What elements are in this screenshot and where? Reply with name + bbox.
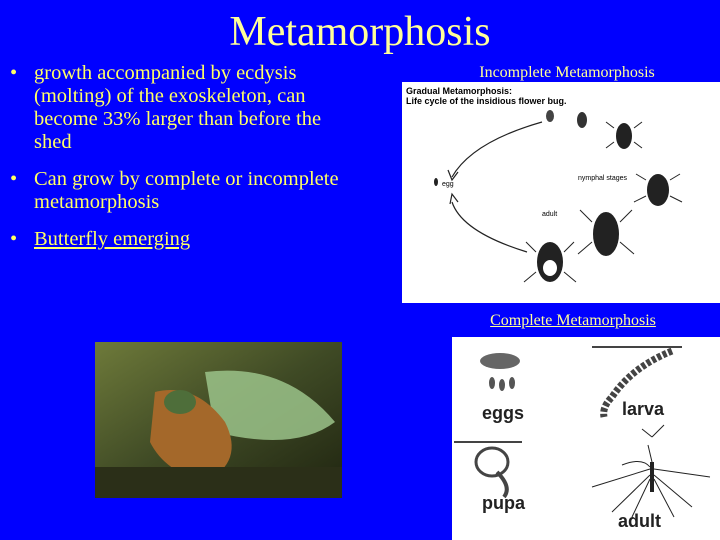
complete-metamorphosis-diagram <box>452 337 720 540</box>
adult-bug-icon <box>578 210 634 256</box>
nymph-large-icon <box>634 174 682 206</box>
bullet-marker: • <box>10 228 18 250</box>
adult-label: adult <box>618 511 661 531</box>
bullet-text: Can grow by complete or incomplete metamorphosis <box>34 168 339 213</box>
incomplete-metamorphosis-diagram <box>402 82 720 303</box>
adult-mosquito-icon <box>592 425 710 517</box>
diagram-heading: Gradual Metamorphosis: <box>406 86 513 96</box>
adult-label: adult <box>542 211 558 218</box>
egg-label: egg <box>442 181 454 188</box>
insect-head-shape <box>164 390 196 414</box>
butterfly-emerging-photo <box>95 342 342 498</box>
adult-bug-icon <box>524 242 576 282</box>
nymph-medium-icon <box>606 122 642 149</box>
branch-shape <box>95 467 342 498</box>
complete-metamorphosis-caption: Complete Metamorphosis <box>490 312 656 329</box>
bullet-item <box>10 62 360 154</box>
pupa-label: pupa <box>482 493 525 513</box>
flower-bug-life-cycle-illustration <box>402 82 720 303</box>
bullet-item <box>10 168 360 214</box>
bullet-marker: • <box>10 62 18 84</box>
bullet-item <box>10 228 360 251</box>
slide-title: Metamorphosis <box>229 9 491 55</box>
bullet-marker: • <box>10 168 18 190</box>
pupa-icon <box>454 442 522 497</box>
cycle-arrow-top <box>452 122 542 177</box>
bullet-text: growth accompanied by ecdysis (molting) of the exoskeleton, can become 33% larger than before the shed <box>34 62 322 153</box>
cycle-arrow-bottom <box>452 202 527 252</box>
nymph-small-1-icon <box>546 110 587 128</box>
eggs-label: eggs <box>482 403 525 423</box>
diagram-subheading: Life cycle of the insidious flower bug. <box>406 96 567 106</box>
larva-label: larva <box>622 399 665 419</box>
mosquito-life-cycle-illustration <box>452 337 720 540</box>
nymph-label: nymphal stages <box>578 175 628 182</box>
eggs-icon <box>480 353 520 391</box>
incomplete-metamorphosis-caption: Incomplete Metamorphosis <box>479 64 655 81</box>
butterfly-emerging-link[interactable]: Butterfly emerging <box>34 228 191 250</box>
egg-icon <box>434 178 438 186</box>
bullet-list <box>10 62 360 265</box>
arrow-head-icon <box>450 194 458 204</box>
